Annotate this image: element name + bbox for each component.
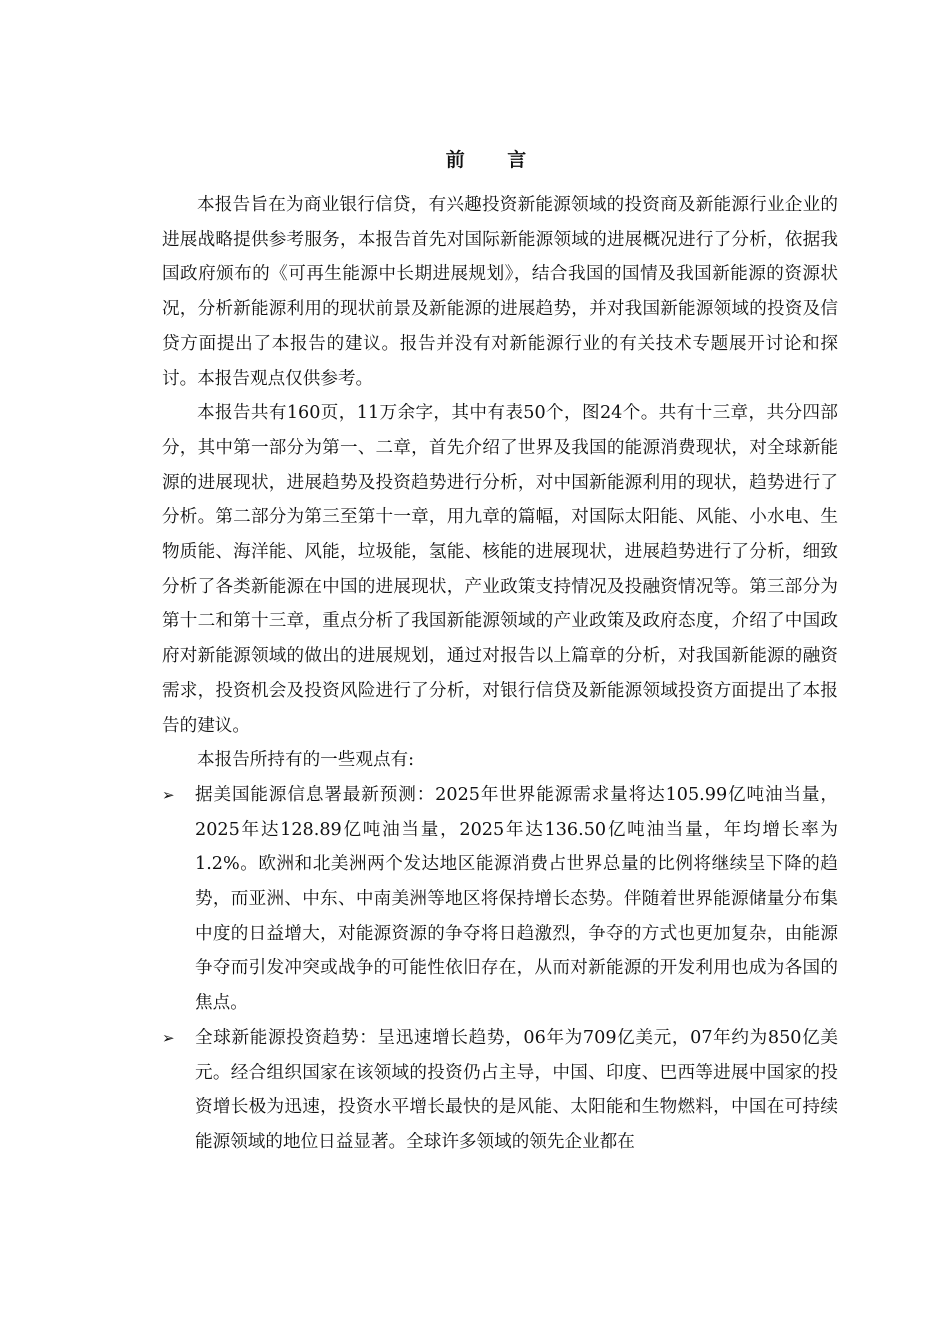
list-item: [162, 778, 838, 1021]
viewpoint-list: [162, 778, 838, 1160]
list-item: [162, 1021, 838, 1160]
paragraph-purpose: 本报告旨在为商业银行信贷，有兴趣投资新能源领域的投资商及新能源行业企业的进展战略提供参考服务，本报告首先对国际新能源领域的进展概况进行了分析，依据我国政府颁布的《可再生能源中长期进展规划》，结合我国的国情及我国新能源的资源状况，分析新能源利用的现状前景及新能源的进展趋势，并对我国新能源领域的投资及信贷方面提出了本报告的建议。报告并没有对新能源行业的有关技术专题展开讨论和探讨。本报告观点仅供参考。: [162, 195, 838, 389]
document-body: [162, 188, 838, 1160]
arrow-bullet-icon: ➢: [162, 785, 175, 804]
arrow-bullet-icon: ➢: [162, 1028, 175, 1047]
paragraph-structure: 本报告共有160页，11万余字，其中有表50个，图24个。共有十三章，共分四部分，其中第一部分为第一、二章，首先介绍了世界及我国的能源消费现状，对全球新能源的进展现状，进展趋势及投资趋势进行分析，对中国新能源利用的现状，趋势进行了分析。第二部分为第三至第十一章，用九章的篇幅，对国际太阳能、风能、小水电、生物质能、海洋能、风能，垃圾能，氢能、核能的进展现状，进展趋势进行了分析，细致分析了各类新能源在中国的进展现状，产业政策支持情况及投融资情况等。第三部分为第十二和第十三章，重点分析了我国新能源领域的产业政策及政府态度，介绍了中国政府对新能源领域的做出的进展规划，通过对报告以上篇章的分析，对我国新能源的融资需求，投资机会及投资风险进行了分析，对银行信贷及新能源领域投资方面提出了本报告的建议。: [162, 403, 838, 736]
viewpoint-investment-trend: 全球新能源投资趋势：呈迅速增长趋势，06年为709亿美元，07年约为850亿美元。经合组织国家在该领域的投资仍占主导，中国、印度、巴西等进展中国家的投资增长极为迅速，投资水平增长最快的是风能、太阳能和生物燃料，中国在可持续能源领域的地位日益显著。全球许多领域的领先企业都在: [195, 1027, 838, 1152]
paragraph-viewpoints-intro: 本报告所持有的一些观点有:: [197, 750, 415, 771]
viewpoint-energy-demand: 据美国能源信息署最新预测：2025年世界能源需求量将达105.99亿吨油当量，2025年达128.89亿吨油当量，2025年达136.50亿吨油当量，年均增长率为1.2%。欧洲和北美洲两个发达地区能源消费占世界总量的比例将继续呈下降的趋势，而亚洲、中东、中南美洲等地区将保持增长态势。伴随着世界能源储量分布集中度的日益增大，对能源资源的争夺将日趋激烈，争夺的方式也更加复杂，由能源争夺而引发冲突或战争的可能性依旧存在，从而对新能源的开发利用也成为各国的焦点。: [195, 784, 838, 1014]
page-title: 前 言: [445, 149, 545, 171]
